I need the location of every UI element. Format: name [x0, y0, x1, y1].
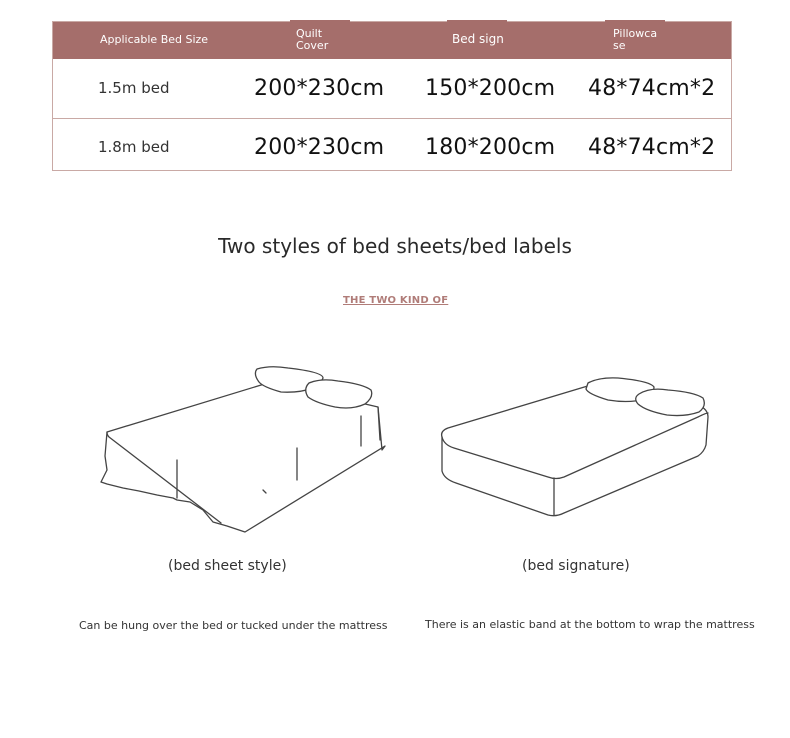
bed-sign-cell: 150*200cm [425, 76, 556, 101]
bed-size-cell: 1.8m bed [98, 138, 170, 156]
header-quilt-cover: Quilt Cover [296, 27, 329, 52]
style-caption: (bed sheet style) [168, 558, 287, 574]
header-accent [605, 20, 665, 22]
table-header [53, 22, 731, 59]
style-caption: (bed signature) [522, 558, 630, 574]
table-row [53, 60, 731, 115]
section-title: Two styles of bed sheets/bed labels [218, 234, 572, 258]
style-description: Can be hung over the bed or tucked under the mattress [79, 619, 388, 632]
quilt-cover-cell: 200*230cm [254, 135, 385, 160]
size-table [52, 21, 732, 171]
pillowcase-cell: 48*74cm*2 [588, 76, 716, 101]
fitted-bed-sheet-icon [436, 365, 716, 525]
table-row [53, 118, 731, 174]
bed-size-cell: 1.5m bed [98, 79, 170, 97]
bed-sign-cell: 180*200cm [425, 135, 556, 160]
header-pillowcase: Pillowca se [613, 27, 658, 52]
header-bed-size: Applicable Bed Size [100, 33, 209, 46]
flat-bed-sheet-icon [95, 360, 395, 540]
style-description: There is an elastic band at the bottom to wrap the mattress [425, 618, 755, 631]
header-accent [290, 20, 350, 22]
header-bed-sign: Bed sign [452, 32, 504, 46]
pillowcase-cell: 48*74cm*2 [588, 135, 716, 160]
section-subtitle: THE TWO KIND OF [343, 295, 449, 306]
header-accent [447, 20, 507, 22]
quilt-cover-cell: 200*230cm [254, 76, 385, 101]
